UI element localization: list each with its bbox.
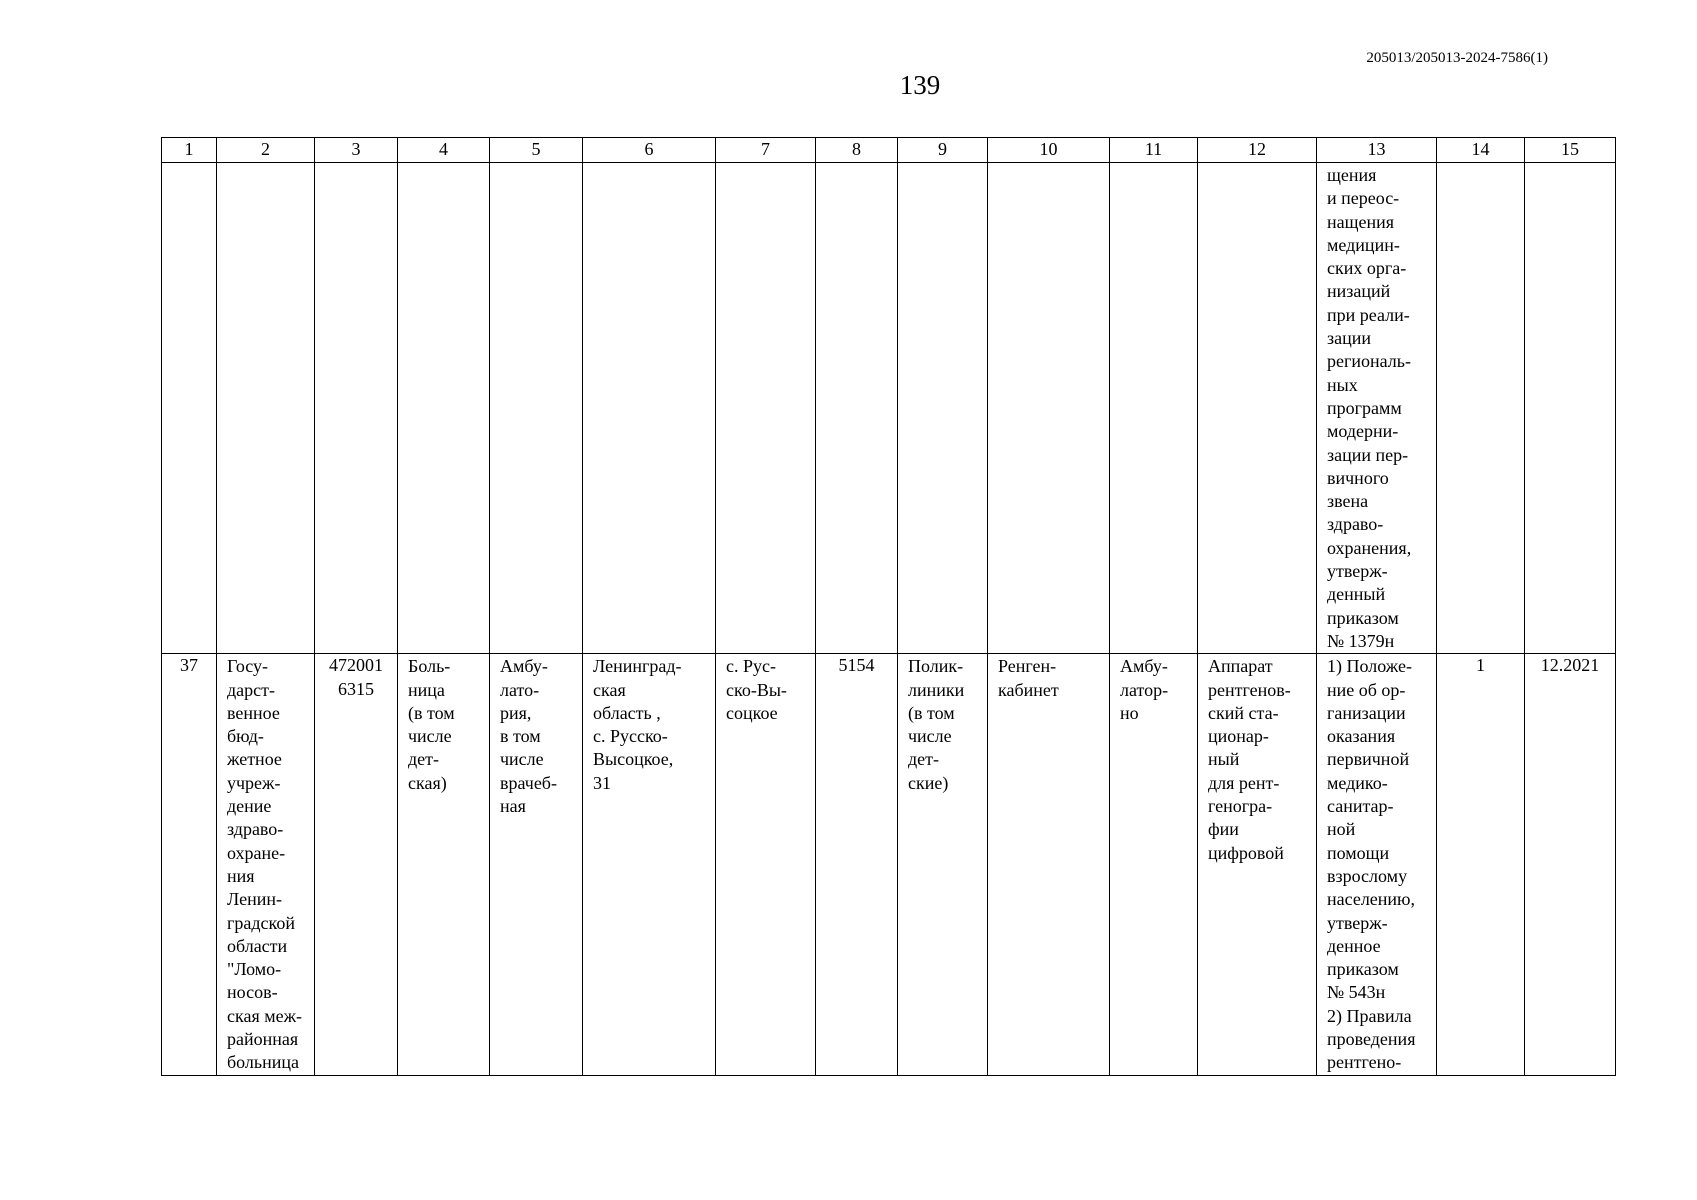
column-header: 10 bbox=[988, 138, 1110, 163]
column-header: 9 bbox=[898, 138, 988, 163]
table-cell: Амбу- латор- но bbox=[1110, 654, 1198, 1076]
table-cell: щения и переос- нащения медицин- ских орга- низаций при реали- зации региональ- ных программ модерни- зации пер- вичного звена здраво- охранения, утверж- денный приказом № 1379н bbox=[1317, 163, 1437, 654]
column-header: 7 bbox=[716, 138, 816, 163]
column-header: 8 bbox=[816, 138, 898, 163]
page-number: 139 bbox=[899, 70, 941, 100]
table-cell: Ленинград- ская область , с. Русско- Высоцкое, 31 bbox=[583, 654, 716, 1076]
table-cell: 12.2021 bbox=[1525, 654, 1616, 1076]
table-cell bbox=[1198, 163, 1317, 654]
table-cell bbox=[1110, 163, 1198, 654]
table-cell: 5154 bbox=[816, 654, 898, 1076]
column-header: 1 bbox=[162, 138, 217, 163]
table-cell bbox=[162, 163, 217, 654]
table-cell: 1 bbox=[1437, 654, 1525, 1076]
table-cell bbox=[1525, 163, 1616, 654]
column-header: 3 bbox=[315, 138, 398, 163]
table-cell bbox=[898, 163, 988, 654]
table-cell: Ренген- кабинет bbox=[988, 654, 1110, 1076]
table-row bbox=[162, 654, 1616, 1076]
table-cell bbox=[315, 163, 398, 654]
table-cell: Боль- ница (в том числе дет- ская) bbox=[398, 654, 490, 1076]
table-row bbox=[162, 163, 1616, 654]
table-cell: Амбу- лато- рия, в том числе врачеб- ная bbox=[490, 654, 583, 1076]
header-row bbox=[162, 138, 1616, 163]
table-cell bbox=[490, 163, 583, 654]
table-cell bbox=[716, 163, 816, 654]
column-header: 6 bbox=[583, 138, 716, 163]
table-cell bbox=[398, 163, 490, 654]
table-cell bbox=[816, 163, 898, 654]
table-cell: Госу- дарст- венное бюд- жетное учреж- дение здраво- охране- ния Ленин- градской области "Ломо- носов- ская меж- районная больница bbox=[217, 654, 315, 1076]
column-header: 13 bbox=[1317, 138, 1437, 163]
column-header: 11 bbox=[1110, 138, 1198, 163]
table-cell bbox=[217, 163, 315, 654]
table-cell bbox=[1437, 163, 1525, 654]
table-cell bbox=[583, 163, 716, 654]
column-header: 5 bbox=[490, 138, 583, 163]
column-header: 15 bbox=[1525, 138, 1616, 163]
column-header: 14 bbox=[1437, 138, 1525, 163]
column-header: 2 bbox=[217, 138, 315, 163]
table-cell: 37 bbox=[162, 654, 217, 1076]
table-cell: Полик- линики (в том числе дет- ские) bbox=[898, 654, 988, 1076]
document-id: 205013/205013-2024-7586(1) bbox=[1366, 50, 1548, 66]
table-cell: с. Рус- ско-Вы- соцкое bbox=[716, 654, 816, 1076]
table-cell: Аппарат рентгенов- ский ста- ционар- ный для рент- геногра- фии цифровой bbox=[1198, 654, 1317, 1076]
table-cell: 1) Положе- ние об ор- ганизации оказания первичной медико- санитар- ной помощи взрослому населению, утверж- денное приказом № 543н 2) Правила проведения рентгено- bbox=[1317, 654, 1437, 1076]
table-cell: 472001 6315 bbox=[315, 654, 398, 1076]
data-table bbox=[161, 137, 1616, 1076]
column-header: 4 bbox=[398, 138, 490, 163]
column-header: 12 bbox=[1198, 138, 1317, 163]
table-cell bbox=[988, 163, 1110, 654]
